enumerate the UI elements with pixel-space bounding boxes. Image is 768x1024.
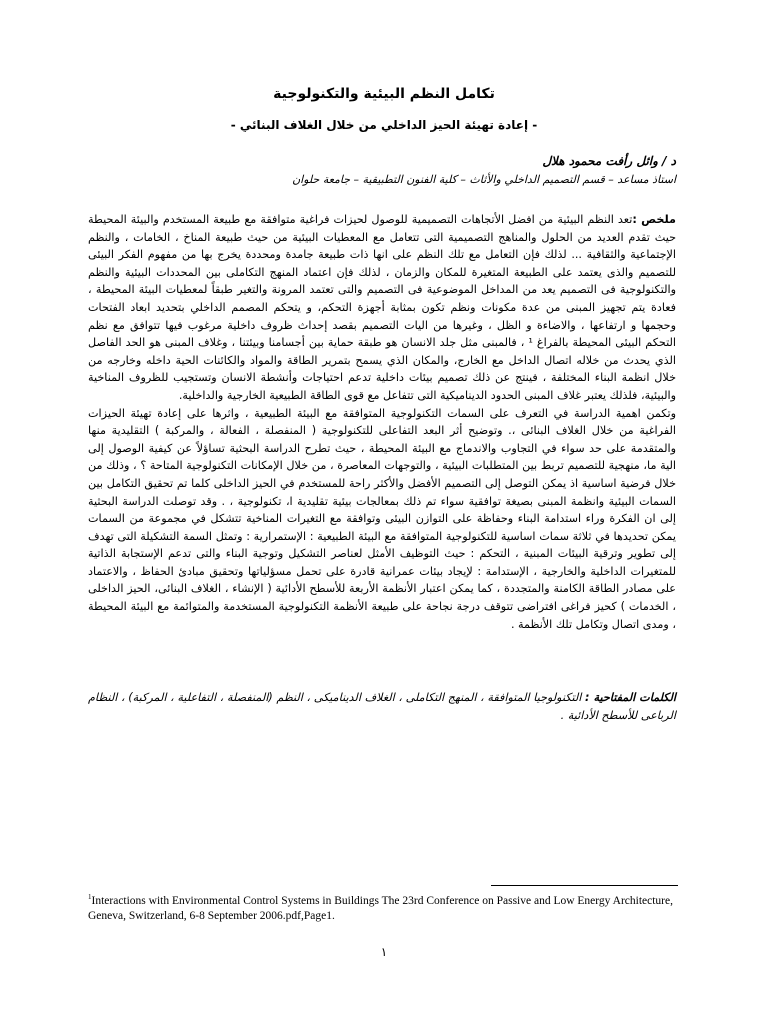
footnote-text: Interactions with Environmental Control Systems in Buildings The 23rd Conference on Passive and Low Energy Architecture, Geneva, Switzerland, 6-8 September 2006.pdf,Page1. <box>88 895 673 922</box>
page-number: ١ <box>380 945 388 959</box>
keywords-label: الكلمات المفتاحية : <box>585 691 676 704</box>
abstract-text-1: تعد النظم البيئية من افضل الأتجاهات التصميمية للوصول لحيزات فراغية متوافقة مع طبيعة المستخدم والبيئة المحيطة حيث تقدم العديد من الحلول والمناهج التصميمية التى تتعامل مع المعطيات البيئية من حيث طبيعة المناخ ، الخامات ، والنظم الإجتماعية والثقافية ... لذلك فإن التعامل مع تلك النظم على انها ذات طبيعة جامدة ومحددة يخرج بها من مفهوم الفكر البيئى للتصميم والذى يعتمد على الطبيعة المتغيرة للمكان والزمان ، لذلك فإن اعتماد المنهج التكاملى بين المحددات البيئية والنظم والتكنولوجية فى التصميم يعد من المداخل الموضوعية فى التصميم والتى تعتمد المرونة والتغير طبقاً لمعطيات البيئة المحيطة ، فعادة يتم تجهيز المبنى من عدة مكونات ونظم تكون بمثابة أجهزة التحكم، و يتحكم المصمم الداخلي بتحديد ابعاد الفتحات وحجمها و ارتفاعها ، والاضاءة و الظل ، وغيرها من اليات التصميم بقصد إحداث ظروف داخلية مرغوب فيها تتوافق مع نظم التحكم البيئى المحيطة بالفراغ ¹ ، فالمبنى مثل جلد الانسان هو طبقة حماية بين أجسامنا وبيئتنا ، وغلاف المبنى هو الحد الفاصل الذي يحدث من خلاله اتصال الداخل مع الخارج، والمكان الذي يسمح بتمرير الطاقة والمواد والكائنات الحية داخله وخارجه من خلال انظمة البناء المختلفة ، فينتج عن ذلك تصميم بيئات داخلية تدعم احتياجات وأنشطة الانسان وتستجيب للظروف المناخية والبيئية، فلذلك يعتبر غلاف المبنى الحدود الديناميكية التى تتفاعل مع قوى الطاقة الطبيعية الخارجية والداخلية. <box>88 213 676 402</box>
abstract-label: ملخص : <box>632 213 676 226</box>
abstract-paragraph-2: وتكمن اهمية الدراسة في التعرف على السمات التكنولوجية المتوافقة مع البيئة الطبيعية ، واثرها على إعادة تهيئة الحيزات الفراغية من خلال الغلاف البنائى ،. وتوضيح أثر البعد التفاعلى للتكنولوجية ( المنفصلة ، الفعالة ، والمركبة ) التقليدية منها والمتقدمة على حد سواء في التجاوب والاندماج مع البيئة المحيطة ، حيث تطرح الدراسة البحثية تساؤلاً عن كيفية الوصول إلى الية ما، منهجية للتصميم تربط بين المتطلبات البيئية ، والتوجهات المعاصرة ، من خلال الإمكانات التكنولوجية المتاحة ؟ ، وذلك من خلال فرضية اساسية اذ يمكن التوصل إلى التصميم الأفضل والأكثر راحة للمستخدم في الحيز الداخلى كلما تم تحقيق التكامل بين السمات البيئية وانظمة المبنى بصيغة توافقية سواء تم ذلك بمعالجات بيئية تقليدية ا، تكنولوجية ، . وقد توصلت الدراسة البحثية إلى ان الفكرة وراء استدامة البناء وحفاظة على التوازن البيئى وتوافقة مع التغيرات المناخية تتشكل في مجموعة من السمات يمكن تحديدها في ثلاثة سمات اساسية للتكنولوجية المتوافقة مع البيئة الطبيعية : الإستمرارية : وتمثل السمة التشكيلة التى تهدف إلى تطوير وترقية البيئات المبنية ، التحكم : حيث التوظيف الأمثل لعناصر التشكيل وتوجية البناء والتى تدعم الإستجابة الذاتية للمتغيرات الداخلية والخارجية ، الإستدامة : لإيجاد بيئات عمرانية قادرة على تحمل مسؤلياتها وتحقيق مبادئ الحفاظ ، والاعتماد على مصادر الطاقة الكامنة والمتجددة ، كما يمكن اعتبار الأنظمة الأربعة للأسطح الأدائية ( الإنشاء ، الغلاف البنائى، الحيز الداخلى ، الخدمات ) كحيز فراغى افتراضى تتوقف درجة نجاحة على طبيعة الأنظمة التكنولوجية المستخدمة والمتوائمة مع البيئة المحيطة ، ومدى اتصال وتكامل تلك الأنظمة . <box>88 406 676 631</box>
paper-title: تكامل النظم البيئية والتكنولوجية <box>273 86 495 102</box>
keywords-text: التكنولوجيا المتوافقة ، المنهج التكاملى ، الغلاف الديناميكى ، النظم (المنفصلة ، التفاعلية ، المركبة) ، النظام الرباعى للأسطح الأدائية . <box>88 691 676 722</box>
keywords <box>88 689 676 724</box>
paper-subtitle: - إعادة تهيئة الحيز الداخلي من خلال الغلاف البنائي - <box>230 118 538 132</box>
abstract <box>88 211 676 633</box>
footnote-marker: 1 <box>88 893 92 902</box>
footnote <box>88 894 688 924</box>
author-affiliation: استاذ مساعد – قسم التصميم الداخلي والأثاث – كلية الفنون التطبيقية – جامعة حلوان <box>292 173 676 186</box>
abstract-paragraph-1 <box>88 211 676 405</box>
author-block <box>156 153 676 189</box>
author-name: د / وائل رأفت محمود هلال <box>542 154 676 168</box>
footnote-separator <box>491 885 678 886</box>
